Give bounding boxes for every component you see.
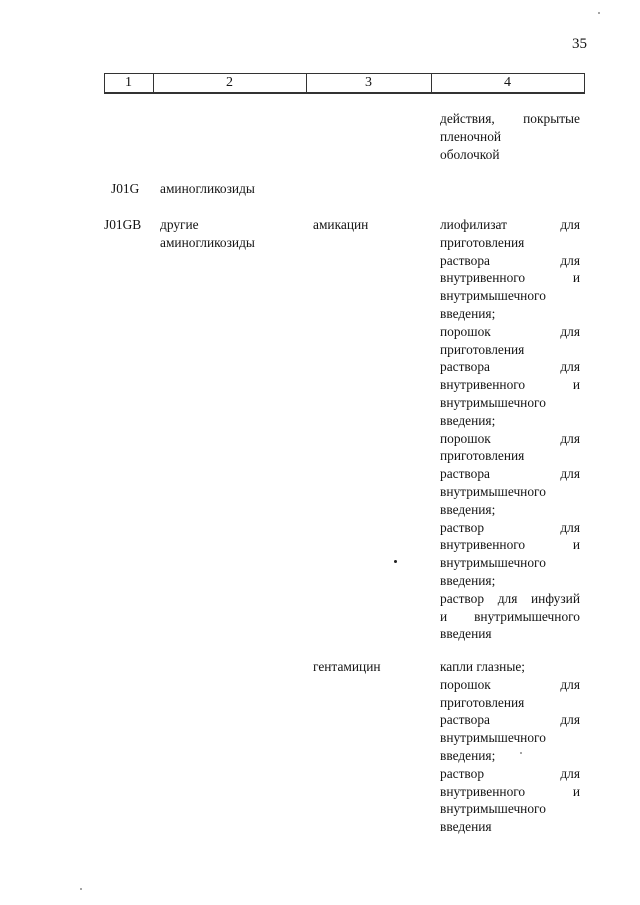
form-line: введения; (440, 747, 496, 763)
form-line: введения; (440, 501, 496, 517)
atc-group-name: аминогликозиды (160, 181, 255, 196)
form-line: раствора для (440, 712, 580, 728)
form-line: порошок для (440, 676, 580, 692)
group-name-line: другие (160, 217, 199, 232)
atc-code: J01G (111, 181, 140, 196)
form-line: раствор для (440, 519, 580, 535)
header-col-4: 4 (504, 75, 511, 90)
form-line: внутримышечного (440, 555, 546, 571)
form-line: внутримышечного (440, 801, 546, 817)
form-line: раствор для (440, 765, 580, 781)
scan-speck (394, 560, 397, 563)
form-line: внутримышечного (440, 288, 546, 304)
form-line: введения; (440, 572, 496, 588)
form-line: введения (440, 819, 492, 835)
header-col-1: 1 (125, 75, 132, 90)
form-line: внутримышечного (440, 483, 546, 499)
continuation-form-text (440, 110, 580, 163)
drug-name: гентамицин (313, 659, 381, 674)
drug-name: амикацин (313, 217, 369, 232)
form-line: внутримышечного (440, 394, 546, 410)
form-line: внутривенного и (440, 377, 580, 393)
header-col-3: 3 (365, 75, 372, 90)
group-name-line: аминогликозиды (160, 234, 255, 250)
form-line: порошок для (440, 323, 580, 339)
form-line: раствора для (440, 466, 580, 482)
form-line: и внутримышечного (440, 608, 580, 624)
drug-forms (440, 216, 580, 643)
atc-code: J01GB (104, 217, 142, 232)
form-line: раствора для (440, 359, 580, 375)
form-line: действия, покрытые (440, 111, 580, 126)
drug-forms (440, 658, 580, 836)
form-line: введения (440, 626, 492, 642)
form-line: внутривенного и (440, 783, 580, 799)
table-header-row (104, 73, 585, 94)
form-line: внутривенного и (440, 537, 580, 553)
scan-speck (598, 12, 600, 14)
form-line: раствор для инфузий (440, 590, 580, 606)
form-line: введения; (440, 412, 496, 428)
form-line: приготовления (440, 694, 525, 710)
form-line: капли глазные; (440, 659, 525, 674)
form-line: внутримышечного (440, 730, 546, 746)
form-line: внутривенного и (440, 270, 580, 286)
header-col-2: 2 (226, 75, 233, 90)
form-line: раствора для (440, 252, 580, 268)
scan-speck (520, 752, 522, 754)
form-line: лиофилизат для (440, 217, 580, 232)
form-line: введения; (440, 305, 496, 321)
page-number: 35 (572, 36, 587, 52)
form-line: пленочной (440, 128, 502, 144)
scan-speck (80, 888, 82, 890)
header-divider (584, 74, 585, 92)
form-line: приготовления (440, 234, 525, 250)
form-line: порошок для (440, 430, 580, 446)
form-line: приготовления (440, 341, 525, 357)
form-line: приготовления (440, 448, 525, 464)
atc-group-name (160, 216, 255, 252)
form-line: оболочкой (440, 146, 500, 162)
